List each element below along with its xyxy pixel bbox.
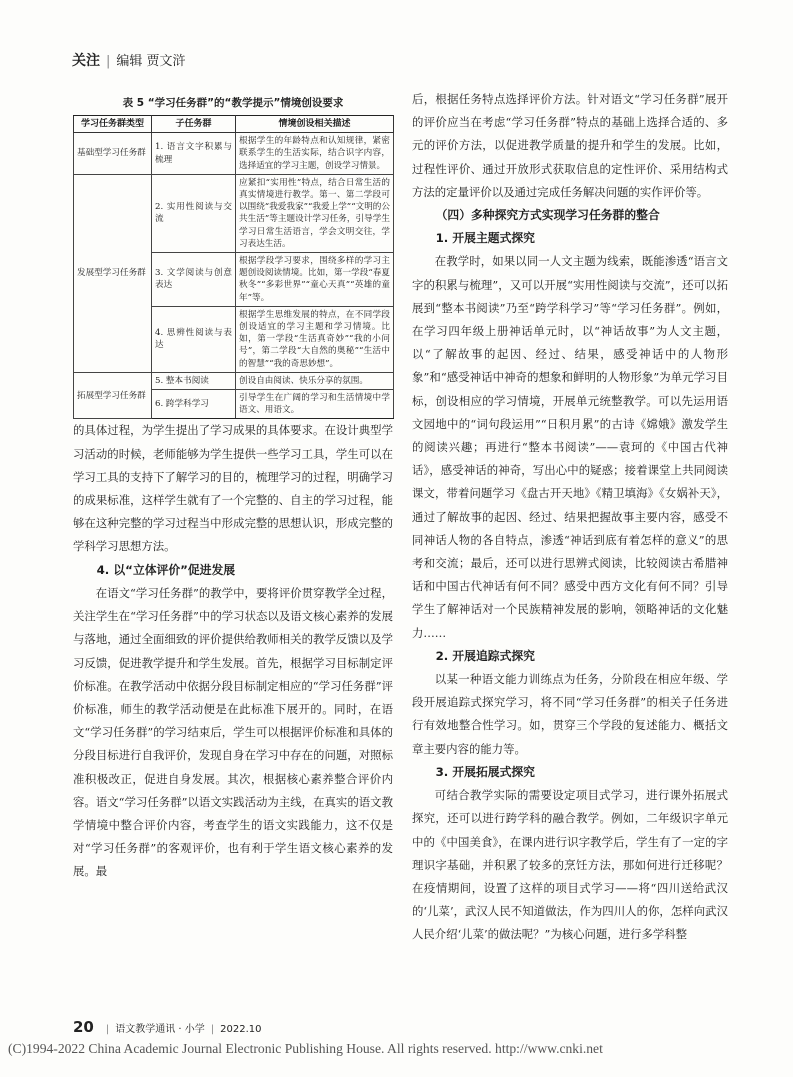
section-heading: （四）多种探究方式实现学习任务群的整合 [435, 208, 660, 223]
table-cell-sub: 1. 语言文字积累与梳理 [152, 133, 236, 175]
table-cell-desc: 应紧扣“实用性”特点，结合日常生活的真实情境进行教学。第一、第二学段可以围绕“我爱我家”“我爱上学”“文明的公共生活”等主题设计学习任务，引导学生学习日常生活语言，学会文明交往，学习表达生活。 [236, 174, 394, 252]
body-paragraph: 以某一种语文能力训练点为任务，分阶段在相应年级、学段开展追踪式探究学习，将不同“学习任务群”的相关子任务进行有效地整合性学习。如，贯穿三个学段的复述能力、概括文章主要内容的能力等。 [412, 672, 728, 756]
table-row [74, 372, 394, 389]
subsection-heading: 3. 开展拓展式探究 [435, 764, 535, 779]
table-title: 表 5 “学习任务群”的“教学提示”情境创设要求 [122, 97, 344, 109]
table-cell-sub: 4. 思辨性阅读与表达 [152, 306, 236, 372]
journal-name: 语文教学通讯 · 小学 [115, 1024, 205, 1035]
table-header-desc: 情境创设相关描述 [236, 116, 394, 133]
left-column [73, 88, 393, 884]
table-cell-sub: 5. 整本书阅读 [152, 372, 236, 389]
body-paragraph: 的具体过程，为学生提出了学习成果的具体要求。在设计典型学习活动的时候，老师能够为学生提供一些学习工具，学生可以在学习工具的支持下了解学习的目的，梳理学习的过程，明确学习的成果标准，这样学生就有了一个完整的、自主的学习过程，能够在这种完整的学习过程当中形成完整的思想认识，形成完整的学科学习思想方法。 [73, 423, 393, 554]
footer-divider: | [210, 1024, 215, 1035]
table-cell-sub: 3. 文学阅读与创意表达 [152, 253, 236, 307]
body-paragraph: 在教学时，如果以同一人文主题为线索，既能渗透“语言文字的积累与梳理”，又可以开展“实用性阅读与交流”，还可以拓展到“整本书阅读”乃至“跨学科学习”等“学习任务群”。例如，在学习四年级上册神话单元时，以“神话故事”为人文主题，以“了解故事的起因、经过、结果，感受神话中的人物形象”和“感受神话中神奇的想象和鲜明的人物形象”为单元学习目标，创设相应的学习情境，开展单元统整教学。可以先运用语文园地中的“词句段运用”“日积月累”的古诗《嫦娥》激发学生的阅读兴趣；再进行“整本书阅读”——袁珂的《中国古代神话》，感受神话的神奇，写出心中的疑惑；接着课堂上共同阅读课文，带着问题学习《盘古开天地》《精卫填海》《女娲补天》，通过了解故事的起因、经过、结果把握故事主要内容，感受不同神话人物的各自特点，渗透“神话到底有着怎样的意义”的思考和交流；最后，还可以进行思辨式阅读，比较阅读古希腊神话和中国古代神话有何不同？感受中西方文化有何不同？引导学生了解神话对一个民族精神发展的影响，领略神话的文化魅力…… [412, 254, 728, 640]
table-cell-type: 拓展型学习任务群 [74, 372, 152, 419]
subsection-heading: 1. 开展主题式探究 [435, 231, 535, 246]
copyright-notice: (C)1994-2022 China Academic Journal Electronic Publishing House. All rights reserved. http://www.cnki.net [8, 1041, 603, 1056]
subsection-heading: 2. 开展追踪式探究 [435, 648, 535, 663]
table-row [74, 133, 394, 175]
editor-label: 编辑 贾文浒 [116, 54, 186, 69]
table-cell-sub: 2. 实用性阅读与交流 [152, 174, 236, 252]
header-divider: | [106, 54, 111, 69]
table-cell-desc: 根据学生的年龄特点和认知规律，紧密联系学生的生活实际，结合识字内容，选择适宜的学习主题，创设学习情景。 [236, 133, 394, 175]
page-footer [73, 1018, 262, 1036]
subsection-heading: 4. 以“立体评价”促进发展 [96, 562, 236, 577]
table-cell-desc: 创设自由阅读、快乐分享的氛围。 [236, 372, 394, 389]
table-cell-sub: 6. 跨学科学习 [152, 390, 236, 419]
footer-divider: | [105, 1024, 110, 1035]
table-header-type: 学习任务群类型 [74, 116, 152, 133]
table-cell-desc: 根据学段学习要求，围绕多样的学习主题创设阅读情境。比如，第一学段“春夏秋冬”“多彩世界”“童心天真”“英雄的童年”等。 [236, 253, 394, 307]
body-paragraph: 后，根据任务特点选择评价方法。针对语文“学习任务群”展开的评价应当在考虑“学习任务群”特点的基础上选择合适的、多元的评价方法，以促进教学质量的提升和学生的发展。比如，过程性评价、通过开放形式获取信息的定性评价、采用结构式方法的定量评价以及通过完成任务解决问题的实作评价等。 [412, 92, 728, 199]
table-header-row [74, 116, 394, 133]
table-header-sub: 子任务群 [152, 116, 236, 133]
table-cell-type: 发展型学习任务群 [74, 174, 152, 372]
table-cell-desc: 引导学生在广阔的学习和生活情境中学语文、用语文。 [236, 390, 394, 419]
page-number: 20 [73, 1018, 94, 1036]
body-paragraph: 在语文“学习任务群”的教学中，要将评价贯穿教学全过程，关注学生在“学习任务群”中的学习状态以及语文核心素养的发展与落地，通过全面细致的评价提供给教师相关的教学反馈以及学习反馈，促进教学提升和学生发展。首先，根据学习目标制定评价标准。在教学活动中依据分段目标制定相应的“学习任务群”评价标准，师生的教学活动便是在此标准下展开的。同时，在语文“学习任务群”的学习结束后，学生可以根据评价标准和具体的分段目标进行自我评价，发现自身在学习中存在的问题，对照标准积极改正，促进自身发展。其次，根据核心素养整合评价内容。语文“学习任务群”以语文实践活动为主线，在真实的语文教学情境中整合评价内容，考查学生的语文实践能力，这不仅是对“学习任务群”的客观评价，也有利于学生语文核心素养的发展。最 [73, 585, 393, 879]
body-paragraph: 可结合教学实际的需要设定项目式学习，进行课外拓展式探究，还可以进行跨学科的融合教学。例如，二年级识字单元中的《中国美食》，在课内进行识字教学后，学生有了一定的字理识字基础，并积累了较多的烹饪方法，那如何进行迁移呢？在疫情期间，设置了这样的项目式学习——将“四川送给武汉的‘儿菜’，武汉人民不知道做法，作为四川人的你，怎样向武汉人民介绍‘儿菜’的做法呢？”为核心问题，进行多学科整 [412, 788, 728, 942]
table-cell-desc: 根据学生思维发展的特点，在不同学段创设适宜的学习主题和学习情境。比如，第一学段“生活真奇妙”“我的小问号”，第二学段“大自然的奥秘”“生活中的智慧”“我的奇思妙想”。 [236, 306, 394, 372]
task-group-table [73, 115, 394, 419]
table-row [74, 174, 394, 252]
table-cell-type: 基础型学习任务群 [74, 133, 152, 175]
right-column [412, 88, 728, 947]
issue-date: 2022.10 [220, 1024, 262, 1035]
section-label: 关注 [72, 53, 100, 69]
page-header [72, 50, 186, 70]
